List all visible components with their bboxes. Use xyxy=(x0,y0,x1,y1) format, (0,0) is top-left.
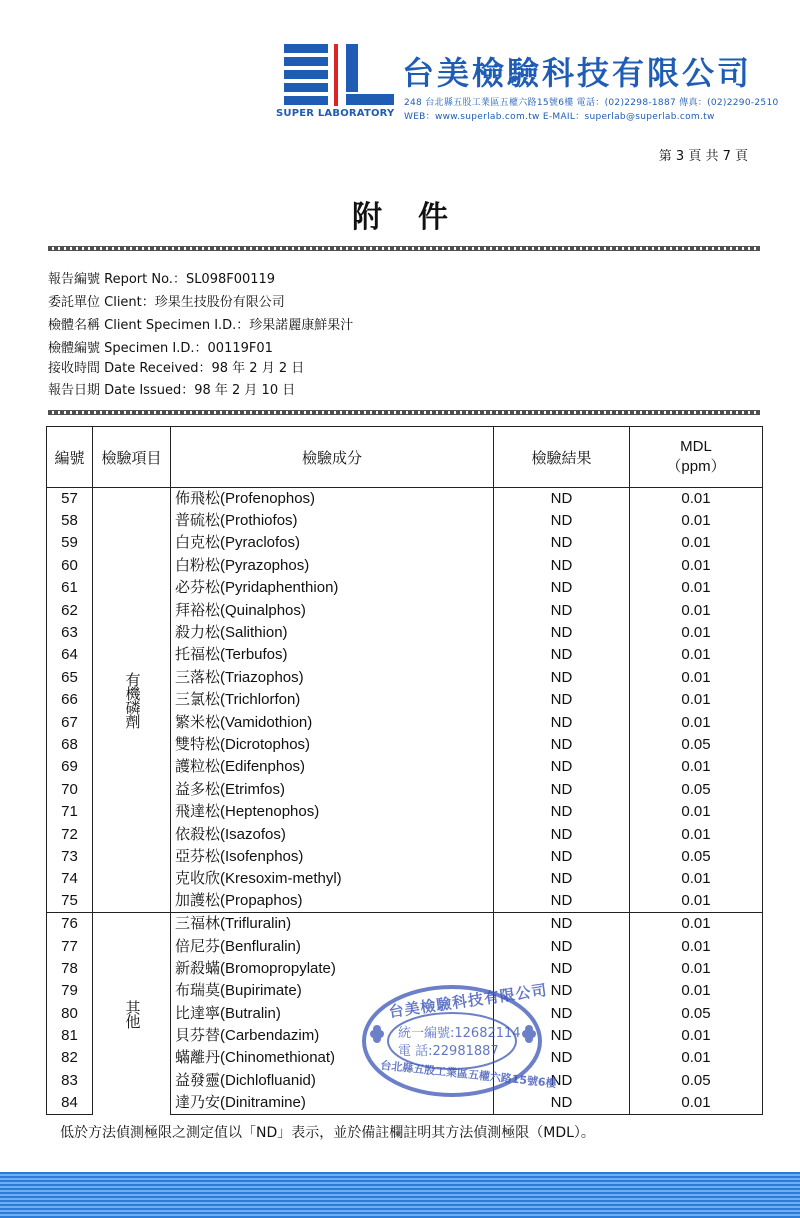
row-number: 67 xyxy=(47,711,93,733)
stamp-line1: 統一編號:12682114 xyxy=(398,1026,521,1041)
mdl-value: 0.01 xyxy=(630,823,763,845)
test-item: 三福林(Trifluralin) xyxy=(171,913,494,935)
row-number: 72 xyxy=(47,823,93,845)
test-item: 加護松(Propaphos) xyxy=(171,891,494,913)
company-logo xyxy=(284,44,394,106)
test-result: ND xyxy=(494,935,630,957)
mdl-value: 0.01 xyxy=(630,1092,763,1114)
mdl-value: 0.01 xyxy=(630,667,763,689)
test-result: ND xyxy=(494,1002,630,1024)
header-mdl xyxy=(630,427,763,488)
test-result: ND xyxy=(494,510,630,532)
mdl-value: 0.01 xyxy=(630,935,763,957)
test-item: 佈飛松(Profenophos) xyxy=(171,488,494,510)
table-row xyxy=(47,488,763,510)
logo-subtitle: SUPER LABORATORY xyxy=(276,108,395,119)
mdl-value: 0.01 xyxy=(630,1025,763,1047)
row-number: 69 xyxy=(47,756,93,778)
mdl-value: 0.05 xyxy=(630,1070,763,1092)
row-number: 70 xyxy=(47,779,93,801)
test-result: ND xyxy=(494,1025,630,1047)
test-item: 白克松(Pyraclofos) xyxy=(171,532,494,554)
test-item: 益多松(Etrimfos) xyxy=(171,779,494,801)
stamp-bottom-text: 台北縣五股工業區五權六路15號6樓 xyxy=(379,1058,558,1091)
category-label: 其他 xyxy=(123,999,141,1028)
test-item: 托福松(Terbufos) xyxy=(171,644,494,666)
test-item: 比達寧(Butralin) xyxy=(171,1002,494,1024)
test-result: ND xyxy=(494,488,630,510)
test-item: 益發靈(Dichlofluanid) xyxy=(171,1070,494,1092)
test-item: 護粒松(Edifenphos) xyxy=(171,756,494,778)
mdl-value: 0.01 xyxy=(630,644,763,666)
row-number: 76 xyxy=(47,913,93,935)
mdl-value: 0.01 xyxy=(630,868,763,890)
mdl-value: 0.05 xyxy=(630,846,763,868)
test-result: ND xyxy=(494,868,630,890)
row-number: 59 xyxy=(47,532,93,554)
mdl-value: 0.01 xyxy=(630,599,763,621)
test-item: 依殺松(Isazofos) xyxy=(171,823,494,845)
test-item: 三落松(Triazophos) xyxy=(171,667,494,689)
header-item: 檢驗成分 xyxy=(171,427,494,488)
report-number: 報告編號 Report No.：SL098F00119 xyxy=(48,272,276,287)
client: 委託單位 Client：珍果生技股份有限公司 xyxy=(48,295,285,310)
row-number: 77 xyxy=(47,935,93,957)
company-address: 248 台北縣五股工業區五權六路15號6樓 電話：(02)2298-1887 傳真：(02)2290-2510 xyxy=(404,98,779,108)
mdl-value: 0.01 xyxy=(630,689,763,711)
date-issued: 報告日期 Date Issued：98 年 2 月 10 日 xyxy=(48,383,296,398)
divider xyxy=(48,246,760,251)
test-result: ND xyxy=(494,980,630,1002)
test-result: ND xyxy=(494,689,630,711)
mdl-value: 0.01 xyxy=(630,532,763,554)
category-cell xyxy=(93,913,171,1115)
mdl-value: 0.01 xyxy=(630,913,763,935)
test-result: ND xyxy=(494,823,630,845)
test-item: 倍尼芬(Benfluralin) xyxy=(171,935,494,957)
row-number: 75 xyxy=(47,891,93,913)
mdl-value: 0.01 xyxy=(630,1047,763,1069)
row-number: 74 xyxy=(47,868,93,890)
test-item: 繁米松(Vamidothion) xyxy=(171,711,494,733)
page-title: 附件 xyxy=(352,200,484,235)
test-result: ND xyxy=(494,644,630,666)
test-result: ND xyxy=(494,577,630,599)
test-item: 克收欣(Kresoxim-methyl) xyxy=(171,868,494,890)
date-received: 接收時間 Date Received：98 年 2 月 2 日 xyxy=(48,361,305,376)
footnote: 低於方法偵測極限之測定值以「ND」表示，並於備註欄註明其方法偵測極限（MDL）。 xyxy=(60,1125,595,1141)
test-item: 雙特松(Dicrotophos) xyxy=(171,734,494,756)
mdl-value: 0.01 xyxy=(630,488,763,510)
test-result: ND xyxy=(494,599,630,621)
header-result: 檢驗結果 xyxy=(494,427,630,488)
mdl-value: 0.01 xyxy=(630,756,763,778)
test-result: ND xyxy=(494,1047,630,1069)
row-number: 81 xyxy=(47,1025,93,1047)
test-result: ND xyxy=(494,711,630,733)
test-item: 拜裕松(Quinalphos) xyxy=(171,599,494,621)
mdl-value: 0.01 xyxy=(630,980,763,1002)
test-item: 蟎離丹(Chinomethionat) xyxy=(171,1047,494,1069)
test-item: 必芬松(Pyridaphenthion) xyxy=(171,577,494,599)
row-number: 66 xyxy=(47,689,93,711)
divider xyxy=(48,410,760,415)
row-number: 65 xyxy=(47,667,93,689)
mdl-value: 0.01 xyxy=(630,577,763,599)
test-item: 布瑞莫(Bupirimate) xyxy=(171,980,494,1002)
mdl-value: 0.05 xyxy=(630,1002,763,1024)
row-number: 79 xyxy=(47,980,93,1002)
test-item: 普硫松(Prothiofos) xyxy=(171,510,494,532)
header-category: 檢驗項目 xyxy=(93,427,171,488)
mdl-value: 0.01 xyxy=(630,958,763,980)
row-number: 60 xyxy=(47,555,93,577)
mdl-value: 0.01 xyxy=(630,801,763,823)
row-number: 63 xyxy=(47,622,93,644)
test-item: 達乃安(Dinitramine) xyxy=(171,1092,494,1114)
mdl-value: 0.01 xyxy=(630,891,763,913)
row-number: 62 xyxy=(47,599,93,621)
test-result: ND xyxy=(494,801,630,823)
mdl-value: 0.01 xyxy=(630,622,763,644)
specimen-id: 檢體編號 Specimen I.D.：00119F01 xyxy=(48,341,273,356)
test-item: 殺力松(Salithion) xyxy=(171,622,494,644)
test-result: ND xyxy=(494,532,630,554)
table-header-row xyxy=(47,427,763,488)
test-result: ND xyxy=(494,622,630,644)
row-number: 71 xyxy=(47,801,93,823)
row-number: 57 xyxy=(47,488,93,510)
mdl-value: 0.01 xyxy=(630,510,763,532)
footer-band xyxy=(0,1172,800,1218)
test-result: ND xyxy=(494,1070,630,1092)
test-item: 三氯松(Trichlorfon) xyxy=(171,689,494,711)
row-number: 73 xyxy=(47,846,93,868)
page-number: 第 3 頁 共 7 頁 xyxy=(658,149,748,164)
company-name: 台美檢驗科技有限公司 xyxy=(402,54,753,92)
test-result: ND xyxy=(494,846,630,868)
test-result: ND xyxy=(494,779,630,801)
test-result: ND xyxy=(494,555,630,577)
row-number: 64 xyxy=(47,644,93,666)
test-result: ND xyxy=(494,734,630,756)
test-item: 亞芬松(Isofenphos) xyxy=(171,846,494,868)
test-result: ND xyxy=(494,667,630,689)
test-result: ND xyxy=(494,1092,630,1114)
row-number: 68 xyxy=(47,734,93,756)
mdl-value: 0.01 xyxy=(630,555,763,577)
category-cell xyxy=(93,488,171,913)
row-number: 78 xyxy=(47,958,93,980)
stamp-top-text: 台美檢驗科技有限公司 xyxy=(387,980,549,1022)
test-result: ND xyxy=(494,958,630,980)
table-row xyxy=(47,913,763,935)
test-item: 貝芬替(Carbendazim) xyxy=(171,1025,494,1047)
row-number: 58 xyxy=(47,510,93,532)
mdl-value: 0.05 xyxy=(630,779,763,801)
row-number: 80 xyxy=(47,1002,93,1024)
specimen-name: 檢體名稱 Client Specimen I.D.：珍果諾麗康鮮果汁 xyxy=(48,318,354,333)
test-result: ND xyxy=(494,756,630,778)
test-result: ND xyxy=(494,913,630,935)
test-item: 新殺蟎(Bromopropylate) xyxy=(171,958,494,980)
mdl-value: 0.05 xyxy=(630,734,763,756)
test-item: 飛達松(Heptenophos) xyxy=(171,801,494,823)
header-mdl-line2: （ppm） xyxy=(666,458,726,475)
mdl-value: 0.01 xyxy=(630,711,763,733)
company-web: WEB：www.superlab.com.tw E-MAIL：superlab@superlab.com.tw xyxy=(404,112,715,122)
header-no: 編號 xyxy=(47,427,93,488)
header-mdl-line1: MDL xyxy=(680,438,712,455)
test-item: 白粉松(Pyrazophos) xyxy=(171,555,494,577)
row-number: 83 xyxy=(47,1070,93,1092)
category-label: 有機磷劑 xyxy=(123,672,141,729)
test-result: ND xyxy=(494,891,630,913)
row-number: 82 xyxy=(47,1047,93,1069)
row-number: 84 xyxy=(47,1092,93,1114)
row-number: 61 xyxy=(47,577,93,599)
stamp-line2: 電 話:22981887 xyxy=(398,1044,499,1059)
